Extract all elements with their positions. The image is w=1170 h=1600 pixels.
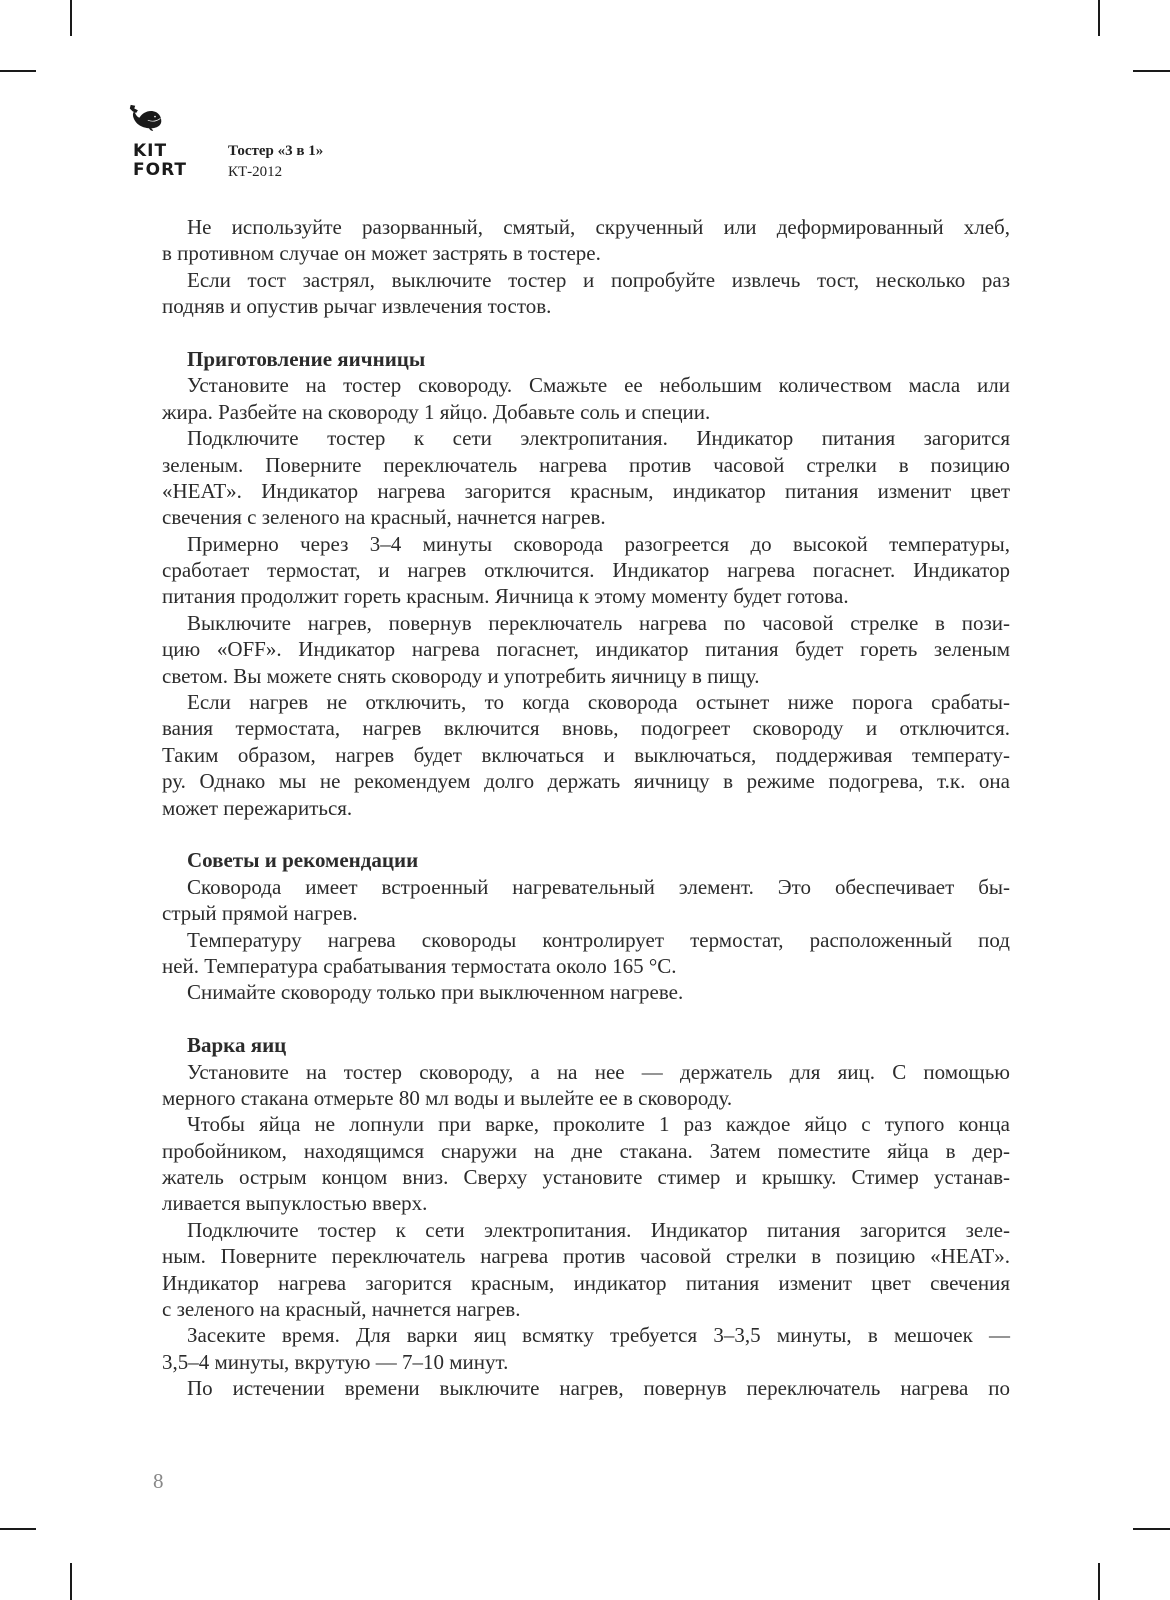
paragraph-line: Подключите тостер к сети электропитания. Индикатор питания загорится зеле- <box>187 1217 1010 1242</box>
section-heading: Советы и рекомендации <box>187 848 419 873</box>
section-heading: Варка яиц <box>187 1033 287 1058</box>
crop-mark-bottom-right-horizontal <box>1133 1528 1170 1530</box>
brand-fort: FORT <box>133 160 187 180</box>
paragraph-line: ным. Поверните переключатель нагрева против часовой стрелки в позицию «HEAT». <box>162 1244 1010 1269</box>
paragraph-line: в противном случае он может застрять в тостере. <box>162 241 601 266</box>
paragraph-line: Таким образом, нагрев будет включаться и выключаться, поддерживая температу- <box>162 742 1010 767</box>
paragraph-line: Если тост застрял, выключите тостер и попробуйте извлечь тост, несколько раз <box>187 267 1010 292</box>
paragraph-line: Индикатор нагрева загорится красным, индикатор питания изменит цвет свечения <box>162 1270 1010 1295</box>
paragraph-line: Чтобы яйца не лопнули при варке, проколите 1 раз каждое яйцо с тупого конца <box>187 1112 1010 1137</box>
paragraph-line: пробойником, находящимся снаружи на дне стакана. Затем поместите яйца в дер- <box>162 1138 1010 1163</box>
paragraph-line: свечения с зеленого на красный, начнется нагрев. <box>162 505 606 530</box>
paragraph-line: жатель острым концом вниз. Сверху установите стимер и крышку. Стимер устанав- <box>162 1165 1010 1190</box>
paragraph-line: 3,5–4 минуты, вкрутую — 7–10 минут. <box>162 1349 509 1374</box>
paragraph-line: ру. Однако мы не рекомендуем долго держать яичницу в режиме подогрева, т.к. она <box>162 769 1010 794</box>
paragraph-line: Сковорода имеет встроенный нагревательный элемент. Это обеспечивает бы- <box>187 874 1010 899</box>
paragraph-line: Снимайте сковороду только при выключенном нагреве. <box>187 980 684 1005</box>
paragraph-line: Установите на тостер сковороду. Смажьте ее небольшим количеством масла или <box>187 373 1010 398</box>
paragraph-line: зеленым. Поверните переключатель нагрева против часовой стрелки в позицию <box>162 452 1010 477</box>
paragraph-line: жира. Разбейте на сковороду 1 яйцо. Добавьте соль и специи. <box>162 399 711 424</box>
paragraph-line: Подключите тостер к сети электропитания. Индикатор питания загорится <box>187 426 1010 451</box>
product-title: Тостер «3 в 1» <box>228 143 324 159</box>
paragraph-line: вания термостата, нагрев включится вновь, подогреет сковороду и отключится. <box>162 716 1010 741</box>
crop-mark-top-left-horizontal <box>0 70 36 72</box>
paragraph-line: Установите на тостер сковороду, а на нее — держатель для яиц. С помощью <box>187 1059 1010 1084</box>
section-heading: Приготовление яичницы <box>187 346 426 371</box>
paragraph-line: мерного стакана отмерьте 80 мл воды и вылейте ее в сковороду. <box>162 1085 733 1110</box>
paragraph-line: стрый прямой нагрев. <box>162 901 358 926</box>
section-gap <box>162 1006 1010 1032</box>
paragraph-line: Температуру нагрева сковороды контролирует термостат, расположенный под <box>187 927 1010 952</box>
crop-mark-top-right-horizontal <box>1133 70 1170 72</box>
paragraph-line: Выключите нагрев, повернув переключатель нагрева по часовой стрелке в пози- <box>187 610 1010 635</box>
paragraph-line: с зеленого на красный, начнется нагрев. <box>162 1297 521 1322</box>
paragraph-line: Если нагрев не отключить, то когда сковорода остынет ниже порога срабаты- <box>187 690 1010 715</box>
crop-mark-top-right-vertical <box>1098 0 1100 36</box>
paragraph-line: светом. Вы можете снять сковороду и употребить яичницу в пищу. <box>162 663 760 688</box>
paragraph-line: По истечении времени выключите нагрев, повернув переключатель нагрева по <box>187 1376 1010 1401</box>
whale-plug-icon <box>128 104 176 140</box>
paragraph-line: подняв и опустив рычаг извлечения тостов. <box>162 294 552 319</box>
section-gap <box>162 821 1010 847</box>
paragraph-line: может пережариться. <box>162 795 353 820</box>
crop-mark-bottom-left-horizontal <box>0 1528 36 1530</box>
crop-mark-top-left-vertical <box>70 0 72 36</box>
paragraph-line: Засеките время. Для варки яиц всмятку требуется 3–3,5 минуты, в мешочек — <box>187 1323 1010 1348</box>
page-number: 8 <box>153 1469 164 1493</box>
paragraph-line: цию «OFF». Индикатор нагрева погаснет, индикатор питания будет гореть зеленым <box>162 637 1010 662</box>
crop-mark-bottom-left-vertical <box>70 1563 72 1600</box>
brand-kit: KIT <box>133 141 168 161</box>
section-gap <box>162 320 1010 346</box>
paragraph-line: Не используйте разорванный, смятый, скрученный или деформированный хлеб, <box>187 215 1010 239</box>
product-model: КТ-2012 <box>228 164 283 180</box>
paragraph-line: питания продолжит гореть красным. Яичница к этому моменту будет готова. <box>162 584 849 609</box>
paragraph-line: Примерно через 3–4 минуты сковорода разогреется до высокой температуры, <box>187 531 1010 556</box>
document-body <box>162 214 1010 1402</box>
paragraph-line: ней. Температура срабатывания термостата около 165 °С. <box>162 953 677 978</box>
paragraph-line: сработает термостат, и нагрев отключится. Индикатор нагрева погаснет. Индикатор <box>162 558 1010 583</box>
crop-mark-bottom-right-vertical <box>1098 1563 1100 1600</box>
paragraph-line: «HEAT». Индикатор нагрева загорится красным, индикатор питания изменит цвет <box>162 478 1010 503</box>
paragraph-line: ливается выпуклостью вверх. <box>162 1191 428 1216</box>
